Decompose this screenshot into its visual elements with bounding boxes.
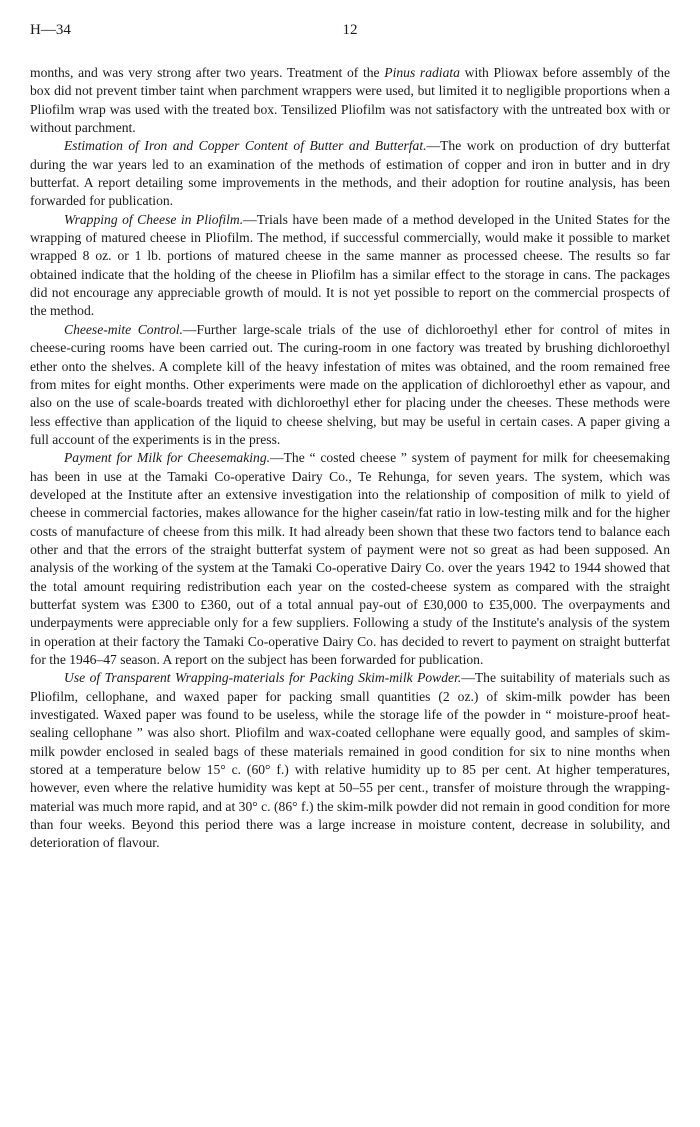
species-name: Pinus radiata [384, 65, 460, 80]
paragraph-text: —The suitability of materials such as Pliofilm, cellophane, and waxed paper for packing small quantities (2 oz.) of skim-milk powder has been investigated. Waxed paper was found to be useless, while the storage life of the powder in “ moisture-proof heat-sealing cellophane ” was also short. Pliofilm and wax-coated cellophane were equally good, and samples of skim-milk powder enclosed in sealed bags of these materials remained in good condition for six to nine months when stored at a temperature below 15° c. (60° f.) with relative humidity up to 85 per cent. At higher temperatures, however, even where the relative humidity was kept at 50–55 per cent., transfer of moisture through the wrapping-material was much more rapid, and at 30° c. (86° f.) the skim-milk powder did not remain in good condition for more than four weeks. Beyond this period there was a large increase in moisture content, decrease in solubility, and deterioration of flavour. [30, 670, 670, 851]
paragraph-iron-copper [30, 137, 670, 210]
report-reference: H—34 [30, 22, 71, 38]
paragraph-text: —Further large-scale trials of the use of dichloroethyl ether for control of mites in cheese-curing rooms have been carried out. The curing-room in one factory was treated by brushing dichloroethyl ether onto the shelves. A complete kill of the heavy infestation of mites was obtained, and the room remained free from mites for eight months. Other experiments were made on the application of dichloroethyl ether as vapour, and also on the use of scale-boards treated with dichloroethyl ether for placing under the cheeses. These methods were less effective than application of the liquid to cheese shelving, but may be useful in certain cases. A paper giving a full account of the experiments is in the press. [30, 321, 670, 447]
paragraph-text: —The “ costed cheese ” system of payment for milk for cheesemaking has been in use at the Tamaki Co-operative Dairy Co., Te Rehunga, for seven years. The system, which was developed at the Institute after an extensive investigation into the relationship of composition of milk to yield of cheese in commercial factories, makes allowance for the higher casein/fat ratio in low-testing milk and for the higher costs of manufacture of cheese from this milk. It had already been shown that these two factors tend to balance each other and that the errors of the straight butterfat system of payment were not so great as had been supposed. An analysis of the working of the system at the Tamaki Co-operative Dairy Co. over the years 1942 to 1944 showed that the total amount requiring redistribution each year on the costed-cheese system as compared with the straight butterfat system was £300 to £360, out of a total annual pay-out of £30,000 to £35,000. The overpayments and underpayments were appreciable only for a few suppliers. Following a study of the Institute's analysis of the system in operation at their factory the Tamaki Co-operative Dairy Co. has decided to revert to payment on straight butterfat for the 1946–47 season. A report on the subject has been forwarded for publication. [30, 450, 670, 667]
page-number: 12 [342, 22, 358, 38]
paragraph-text: —Trials have been made of a method developed in the United States for the wrapping of matured cheese in Pliofilm. The method, if successful commercially, would make it possible to market wrapped 8 oz. or 1 lb. portions of matured cheese in the same manner as processed cheese. The results so far obtained indicate that the holding of the cheese in Pliofilm has a similar effect to the storage in cans. The packages did not encourage any appreciable growth of mould. It is not yet possible to report on the commercial prospects of the method. [30, 211, 670, 319]
section-heading: Use of Transparent Wrapping-materials for Packing Skim-milk Powder. [64, 670, 462, 686]
paragraph-text: with Pliowax before assembly of the box did not prevent timber taint when parchment wrappers were used, but limited it to negligible proportions when a Pliofilm wrap was used with the treated box. Tensilized Pliofilm was not satisfactory with the untreated box with or without parchment. [30, 65, 670, 136]
paragraph-cheese-mite [30, 321, 670, 449]
page-header [30, 22, 670, 46]
paragraph-milk-payment [30, 449, 670, 669]
paragraph-continuation [30, 64, 670, 137]
paragraph-skim-milk-wrapping [30, 669, 670, 852]
section-heading: Estimation of Iron and Copper Content of Butter and Butterfat. [64, 138, 427, 154]
section-heading: Wrapping of Cheese in Pliofilm. [64, 211, 244, 227]
paragraph-text: months, and was very strong after two years. Treatment of the [30, 65, 385, 80]
paragraph-pliofilm-cheese [30, 211, 670, 321]
section-heading: Payment for Milk for Cheesemaking. [64, 450, 271, 466]
section-heading: Cheese-mite Control. [64, 321, 183, 337]
paragraph-text: —The work on production of dry butterfat during the war years led to an examination of the methods of estimation of copper and iron in butter and in dry butterfat. A report detailing some improvements in the methods, and their adoption for routine analysis, has been forwarded for publication. [30, 138, 670, 209]
document-page [30, 22, 670, 853]
body-text [30, 64, 670, 853]
